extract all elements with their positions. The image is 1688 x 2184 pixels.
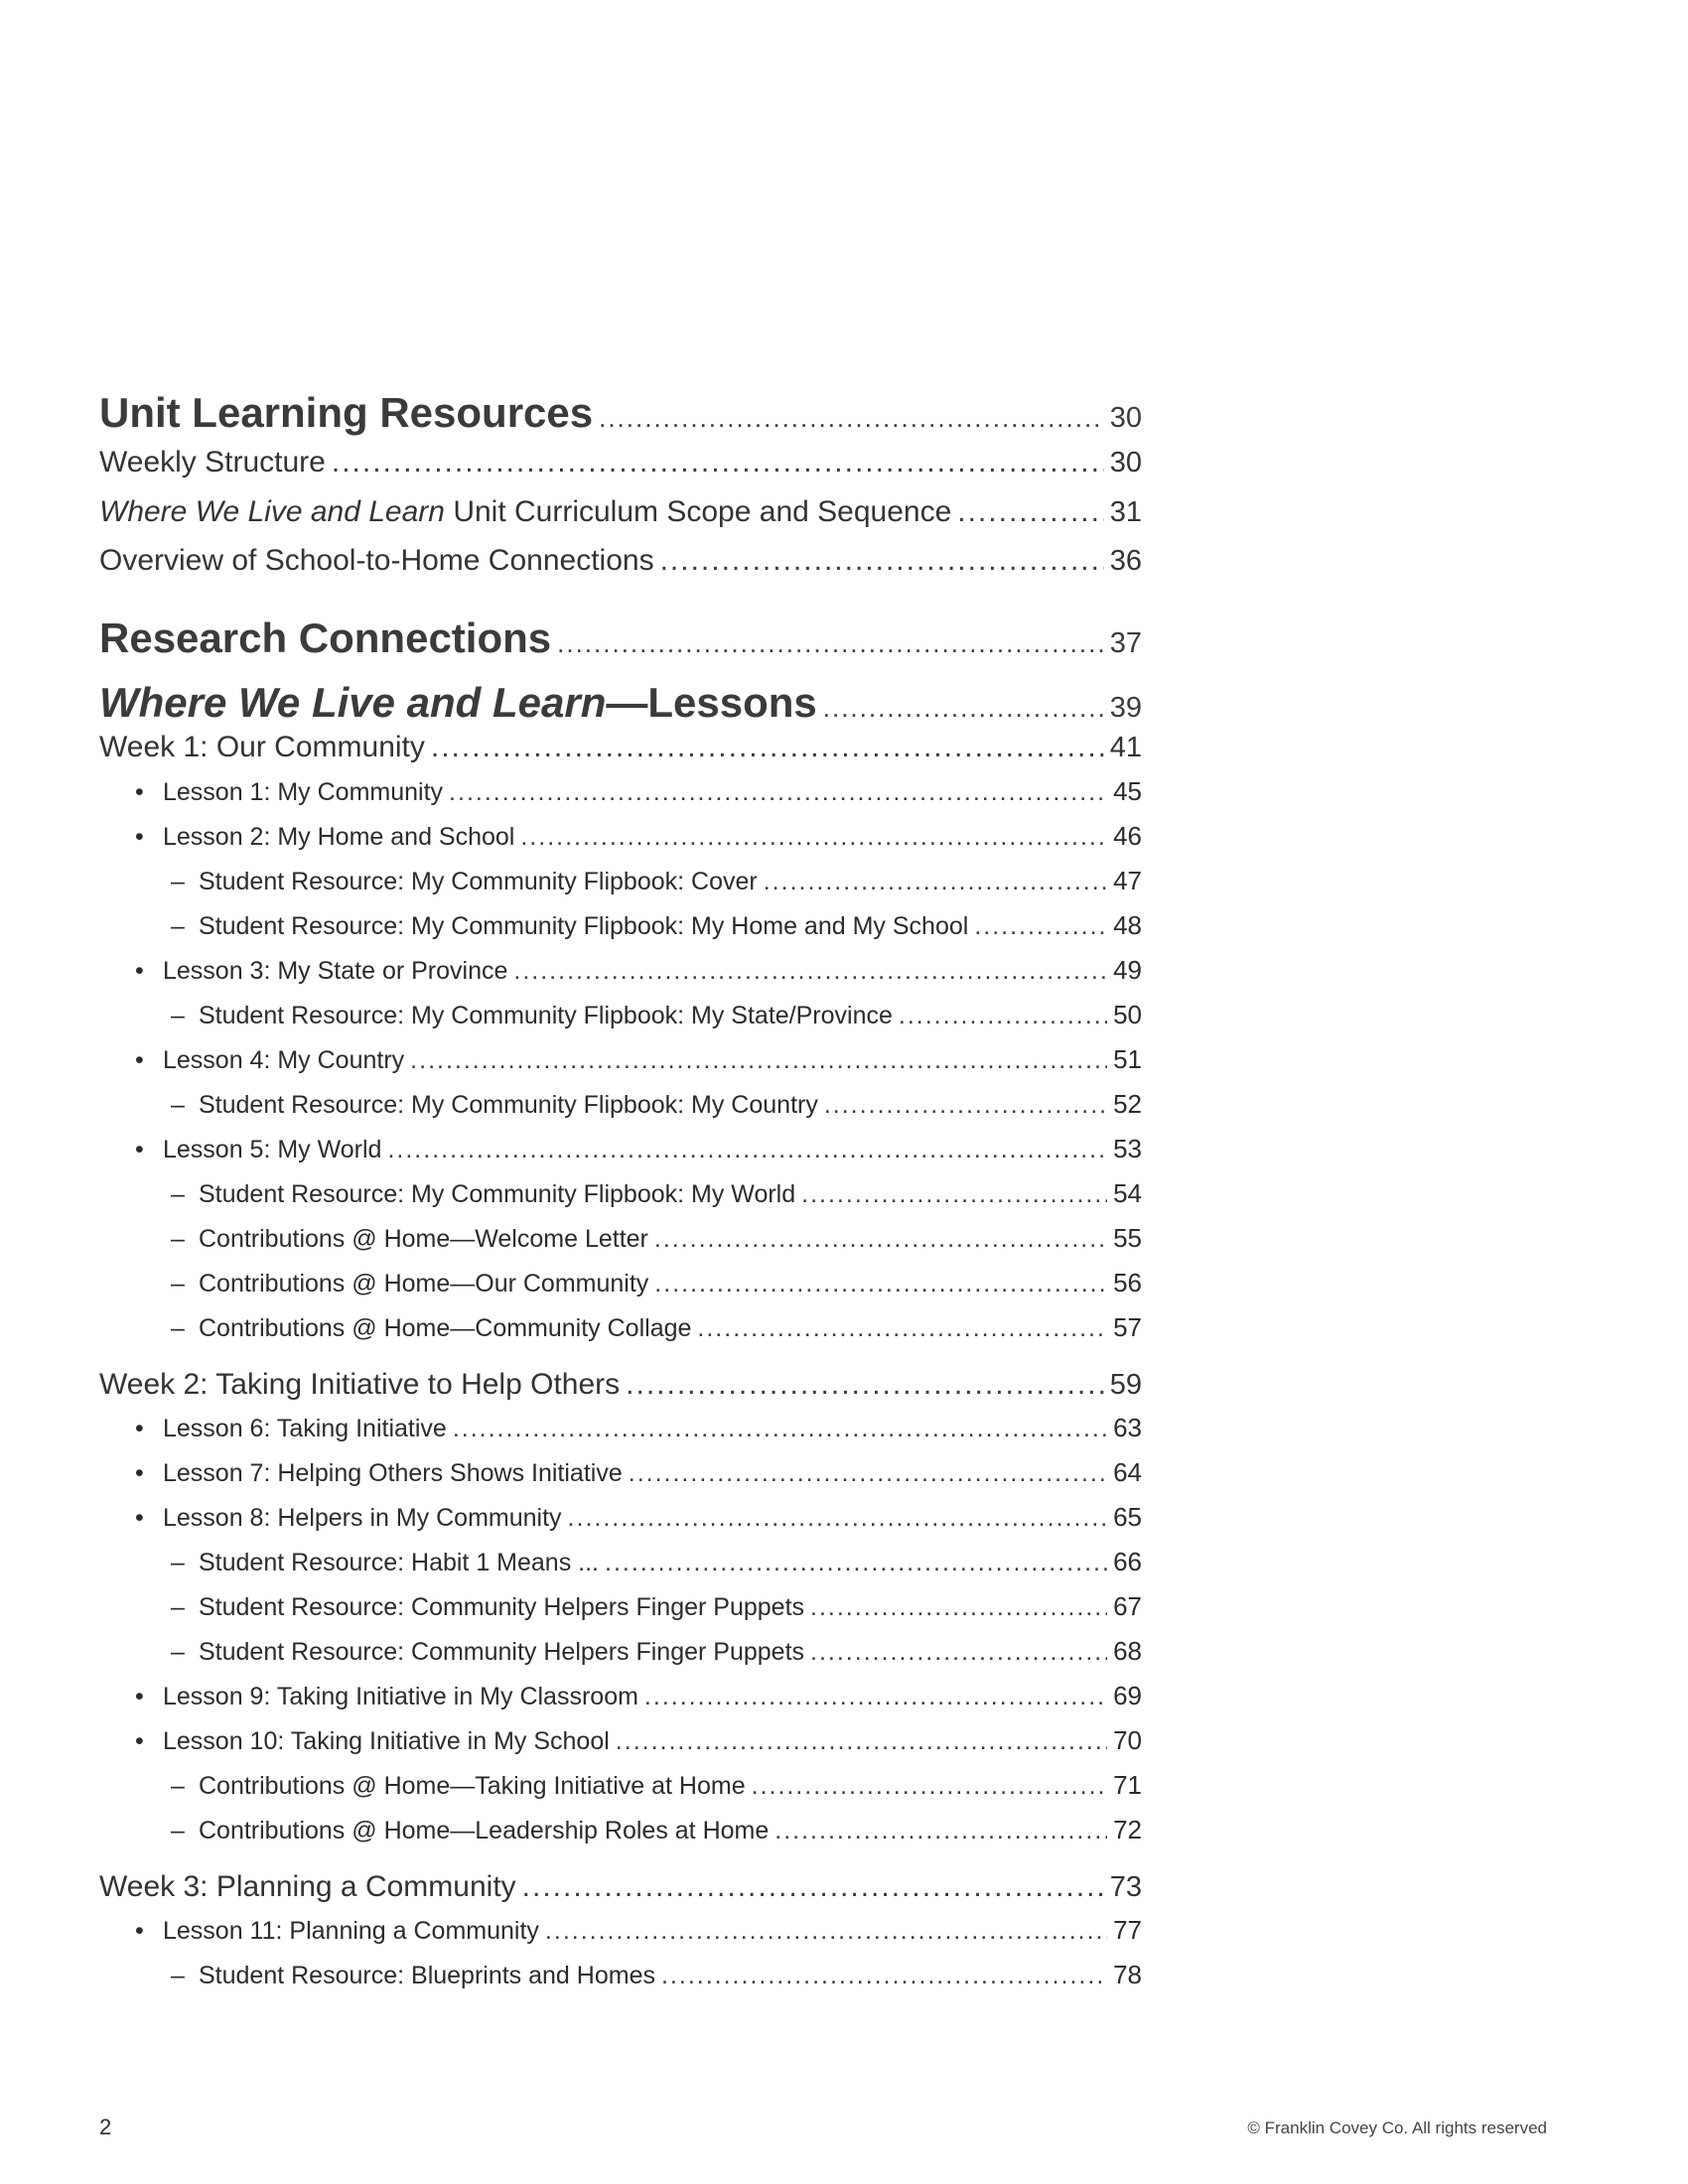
toc-entry-title [171,1772,746,1801]
toc-entry [99,1915,1142,1946]
toc-page-number: 54 [1113,1178,1142,1208]
toc-page-number: 30 [1109,402,1142,434]
dot-leader [764,868,1107,896]
toc-entry-title [171,1549,599,1577]
toc-entry-title [135,1415,447,1443]
bullet-marker: • [135,1683,144,1710]
dot-leader [974,912,1107,941]
toc-entry [99,1457,1142,1488]
dot-leader [513,957,1107,986]
dot-leader [810,1638,1107,1667]
dot-leader [557,628,1104,659]
toc-page-number: 65 [1113,1502,1142,1532]
toc-page-number: 55 [1113,1223,1142,1253]
toc-entry [99,1178,1142,1209]
bullet-marker: • [135,1415,144,1442]
copyright-notice: © Franklin Covey Co. All rights reserved [1247,2118,1547,2137]
dash-marker: – [171,1002,185,1029]
toc-entry-title [99,495,951,529]
toc-entry-text: Lesson 8: Helpers in My Community [163,1504,562,1532]
dot-leader [660,544,1104,578]
toc-entry-title [171,1091,818,1120]
toc-page-number: 46 [1113,821,1142,851]
toc-entry [99,1134,1142,1164]
toc-entry [99,495,1142,529]
dot-leader [410,1046,1107,1075]
dash-marker: – [171,1180,185,1208]
toc-entry-title [99,544,654,578]
toc-entry [99,866,1142,896]
toc-entry-text: Contributions @ Home—Welcome Letter [199,1225,648,1253]
toc-entry [99,1770,1142,1801]
dot-leader [431,731,1104,764]
dot-leader [810,1593,1107,1622]
toc-entry-title [171,1638,805,1667]
toc-entry-text: —Lessons [606,679,817,726]
toc-page-number: 78 [1113,1960,1142,1989]
dash-marker: – [171,1638,185,1666]
toc-entry-text: Lesson 10: Taking Initiative in My School [163,1727,610,1755]
toc-entry-title [171,1962,655,1990]
toc-entry [99,731,1142,764]
toc-entry-title [99,446,326,479]
dash-marker: – [171,912,185,940]
dot-leader [616,1727,1107,1756]
toc-entry [99,1681,1142,1711]
toc-page-number: 36 [1109,545,1142,577]
toc-entry-title [171,868,758,896]
toc-entry [99,1044,1142,1075]
toc-entry [99,1870,1142,1904]
dot-leader [332,446,1104,479]
toc-entry-text: Research Connections [99,614,552,661]
dash-marker: – [171,1772,185,1800]
toc-entry-title [135,1046,404,1075]
dot-leader [752,1772,1107,1801]
dot-leader [644,1683,1107,1711]
toc-entry-title [171,912,969,941]
toc-entry-title [99,1870,516,1904]
bullet-marker: • [135,1046,144,1074]
toc-page-number: 70 [1113,1725,1142,1755]
dot-leader [957,495,1103,529]
toc-entry-text: Student Resource: My Community Flipbook: My State/Province [199,1002,893,1029]
toc-entry-text: Lesson 3: My State or Province [163,957,508,985]
toc-entry-title [99,679,817,727]
dot-leader [661,1962,1107,1990]
toc-page-number: 63 [1113,1413,1142,1442]
bullet-marker: • [135,778,144,806]
toc-entry [99,1223,1142,1254]
toc-entry-title [135,1459,623,1488]
dash-marker: – [171,868,185,895]
toc-page-number: 69 [1113,1681,1142,1710]
toc-entry-title [135,823,514,852]
toc-entry-text: Student Resource: My Community Flipbook: My Home and My School [199,912,969,940]
dot-leader [599,403,1104,434]
toc-entry [99,1413,1142,1443]
toc-page-number: 53 [1113,1134,1142,1163]
toc-entry [99,1636,1142,1667]
toc-page-number: 37 [1109,627,1142,659]
dot-leader [824,1091,1107,1120]
toc-entry-title [135,1727,610,1756]
dot-leader [801,1180,1107,1209]
dot-leader [605,1549,1107,1577]
toc-entry-text: Unit Curriculum Scope and Sequence [444,495,952,528]
toc-page-number: 39 [1109,692,1142,724]
toc-entry [99,910,1142,941]
toc-entry-text: Lesson 1: My Community [163,778,444,806]
toc-entry-text: Unit Learning Resources [99,389,594,436]
dot-leader [823,693,1104,724]
toc-entry [99,614,1142,662]
toc-page-number: 56 [1113,1268,1142,1297]
toc-page-number: 45 [1113,776,1142,806]
dot-leader [626,1368,1104,1402]
toc-entry-text: Weekly Structure [99,446,326,478]
toc-entry-text: Lesson 7: Helping Others Shows Initiative [163,1459,623,1487]
toc-entry-text: Student Resource: My Community Flipbook: Cover [199,868,758,895]
toc-entry-title [135,778,443,807]
toc-entry-text: Student Resource: Habit 1 Means ... [199,1549,599,1576]
bullet-marker: • [135,1504,144,1532]
toc-entry-text: Lesson 4: My Country [163,1046,405,1074]
toc-entry-title [171,1314,692,1343]
toc-page-number: 72 [1113,1815,1142,1844]
toc-entry-title [171,1593,805,1622]
toc-page-number: 41 [1109,732,1142,763]
dash-marker: – [171,1817,185,1844]
dot-leader [629,1459,1107,1488]
dash-marker: – [171,1314,185,1342]
toc-entry [99,1815,1142,1845]
toc-entry-title [99,389,593,437]
toc-entry-title [135,957,507,986]
bullet-marker: • [135,1459,144,1487]
toc-page-number: 31 [1109,496,1142,528]
toc-entry [99,1312,1142,1343]
dot-leader [520,823,1107,852]
toc-entry-text: Student Resource: My Community Flipbook: My World [199,1180,796,1208]
toc-entry [99,1725,1142,1756]
toc-entry [99,679,1142,727]
toc-entry [99,1368,1142,1402]
toc-entry [99,1547,1142,1577]
toc-entry-text: Week 1: Our Community [99,731,425,763]
dash-marker: – [171,1091,185,1119]
page-number: 2 [99,2115,112,2139]
toc-page-number: 47 [1113,866,1142,895]
toc-entry-italic-title: Where We Live and Learn [99,679,607,726]
toc-entry-text: Lesson 11: Planning a Community [163,1917,539,1945]
dot-leader [449,778,1107,807]
toc-page-number: 51 [1113,1044,1142,1074]
toc-entry-title [99,731,425,764]
toc-entry-text: Week 2: Taking Initiative to Help Others [99,1368,621,1401]
toc-page-number: 50 [1113,1000,1142,1029]
toc-entry-text: Contributions @ Home—Our Community [199,1270,649,1297]
toc-page-number: 57 [1113,1312,1142,1342]
dot-leader [568,1504,1108,1533]
toc-entry-text: Week 3: Planning a Community [99,1870,516,1903]
toc-entry-title [99,614,551,662]
toc-entry-title [135,1917,539,1946]
dot-leader [654,1270,1107,1298]
toc-entry [99,446,1142,479]
bullet-marker: • [135,1917,144,1945]
toc-entry-text: Student Resource: My Community Flipbook: My Country [199,1091,818,1119]
dot-leader [522,1870,1104,1904]
toc-entry-text: Lesson 6: Taking Initiative [163,1415,447,1442]
bullet-marker: • [135,957,144,985]
toc-page-number: 77 [1113,1915,1142,1945]
toc-page-number: 73 [1109,1871,1142,1903]
bullet-marker: • [135,823,144,851]
dot-leader [453,1415,1107,1443]
dash-marker: – [171,1962,185,1989]
toc-entry [99,1502,1142,1533]
dash-marker: – [171,1593,185,1621]
toc-page-number: 71 [1113,1770,1142,1800]
bullet-marker: • [135,1727,144,1755]
toc-entry-title [135,1136,381,1164]
dot-leader [654,1225,1107,1254]
toc-entry-text: Contributions @ Home—Leadership Roles at Home [199,1817,770,1844]
dash-marker: – [171,1270,185,1297]
toc-entry [99,389,1142,437]
toc-entry [99,544,1142,578]
toc-page-number: 66 [1113,1547,1142,1576]
dot-leader [697,1314,1107,1343]
bullet-marker: • [135,1136,144,1163]
toc-entry [99,1089,1142,1120]
toc-entry-title [171,1225,648,1254]
toc-entry-title [135,1683,638,1711]
toc-entry-title [171,1180,796,1209]
toc-page-number: 52 [1113,1089,1142,1119]
toc-entry [99,1268,1142,1298]
toc-entry-text: Contributions @ Home—Community Collage [199,1314,692,1342]
toc-entry-text: Student Resource: Community Helpers Finger Puppets [199,1638,805,1666]
dash-marker: – [171,1225,185,1253]
toc-page-number: 64 [1113,1457,1142,1487]
toc-entry-text: Lesson 2: My Home and School [163,823,515,851]
toc-page-number: 49 [1113,955,1142,985]
dot-leader [899,1002,1107,1030]
toc-entry [99,1000,1142,1030]
toc-entry [99,1960,1142,1990]
toc-entry-title [135,1504,562,1533]
toc-entry-text: Contributions @ Home—Taking Initiative at Home [199,1772,746,1800]
toc-entry-title [171,1270,649,1298]
toc-entry [99,1591,1142,1622]
toc-entry-text: Student Resource: Blueprints and Homes [199,1962,655,1989]
toc-page-number: 59 [1109,1369,1142,1401]
toc-entry-text: Lesson 5: My World [163,1136,382,1163]
toc-entry-title [171,1002,893,1030]
toc-entry-text: Lesson 9: Taking Initiative in My Classroom [163,1683,638,1710]
toc-entry [99,821,1142,852]
toc-entry-text: Overview of School-to-Home Connections [99,544,654,577]
toc-page-number: 30 [1109,447,1142,478]
dot-leader [774,1817,1107,1845]
toc-page-number: 48 [1113,910,1142,940]
toc-entry-italic-title: Where We Live and Learn [99,495,445,528]
dot-leader [545,1917,1107,1946]
dash-marker: – [171,1549,185,1576]
toc-entry [99,776,1142,807]
toc-entry-title [171,1817,770,1845]
toc-page-number: 67 [1113,1591,1142,1621]
toc-entry [99,955,1142,986]
dot-leader [387,1136,1107,1164]
toc-entry-text: Student Resource: Community Helpers Finger Puppets [199,1593,805,1621]
toc-page-number: 68 [1113,1636,1142,1666]
toc-entry-title [99,1368,620,1402]
